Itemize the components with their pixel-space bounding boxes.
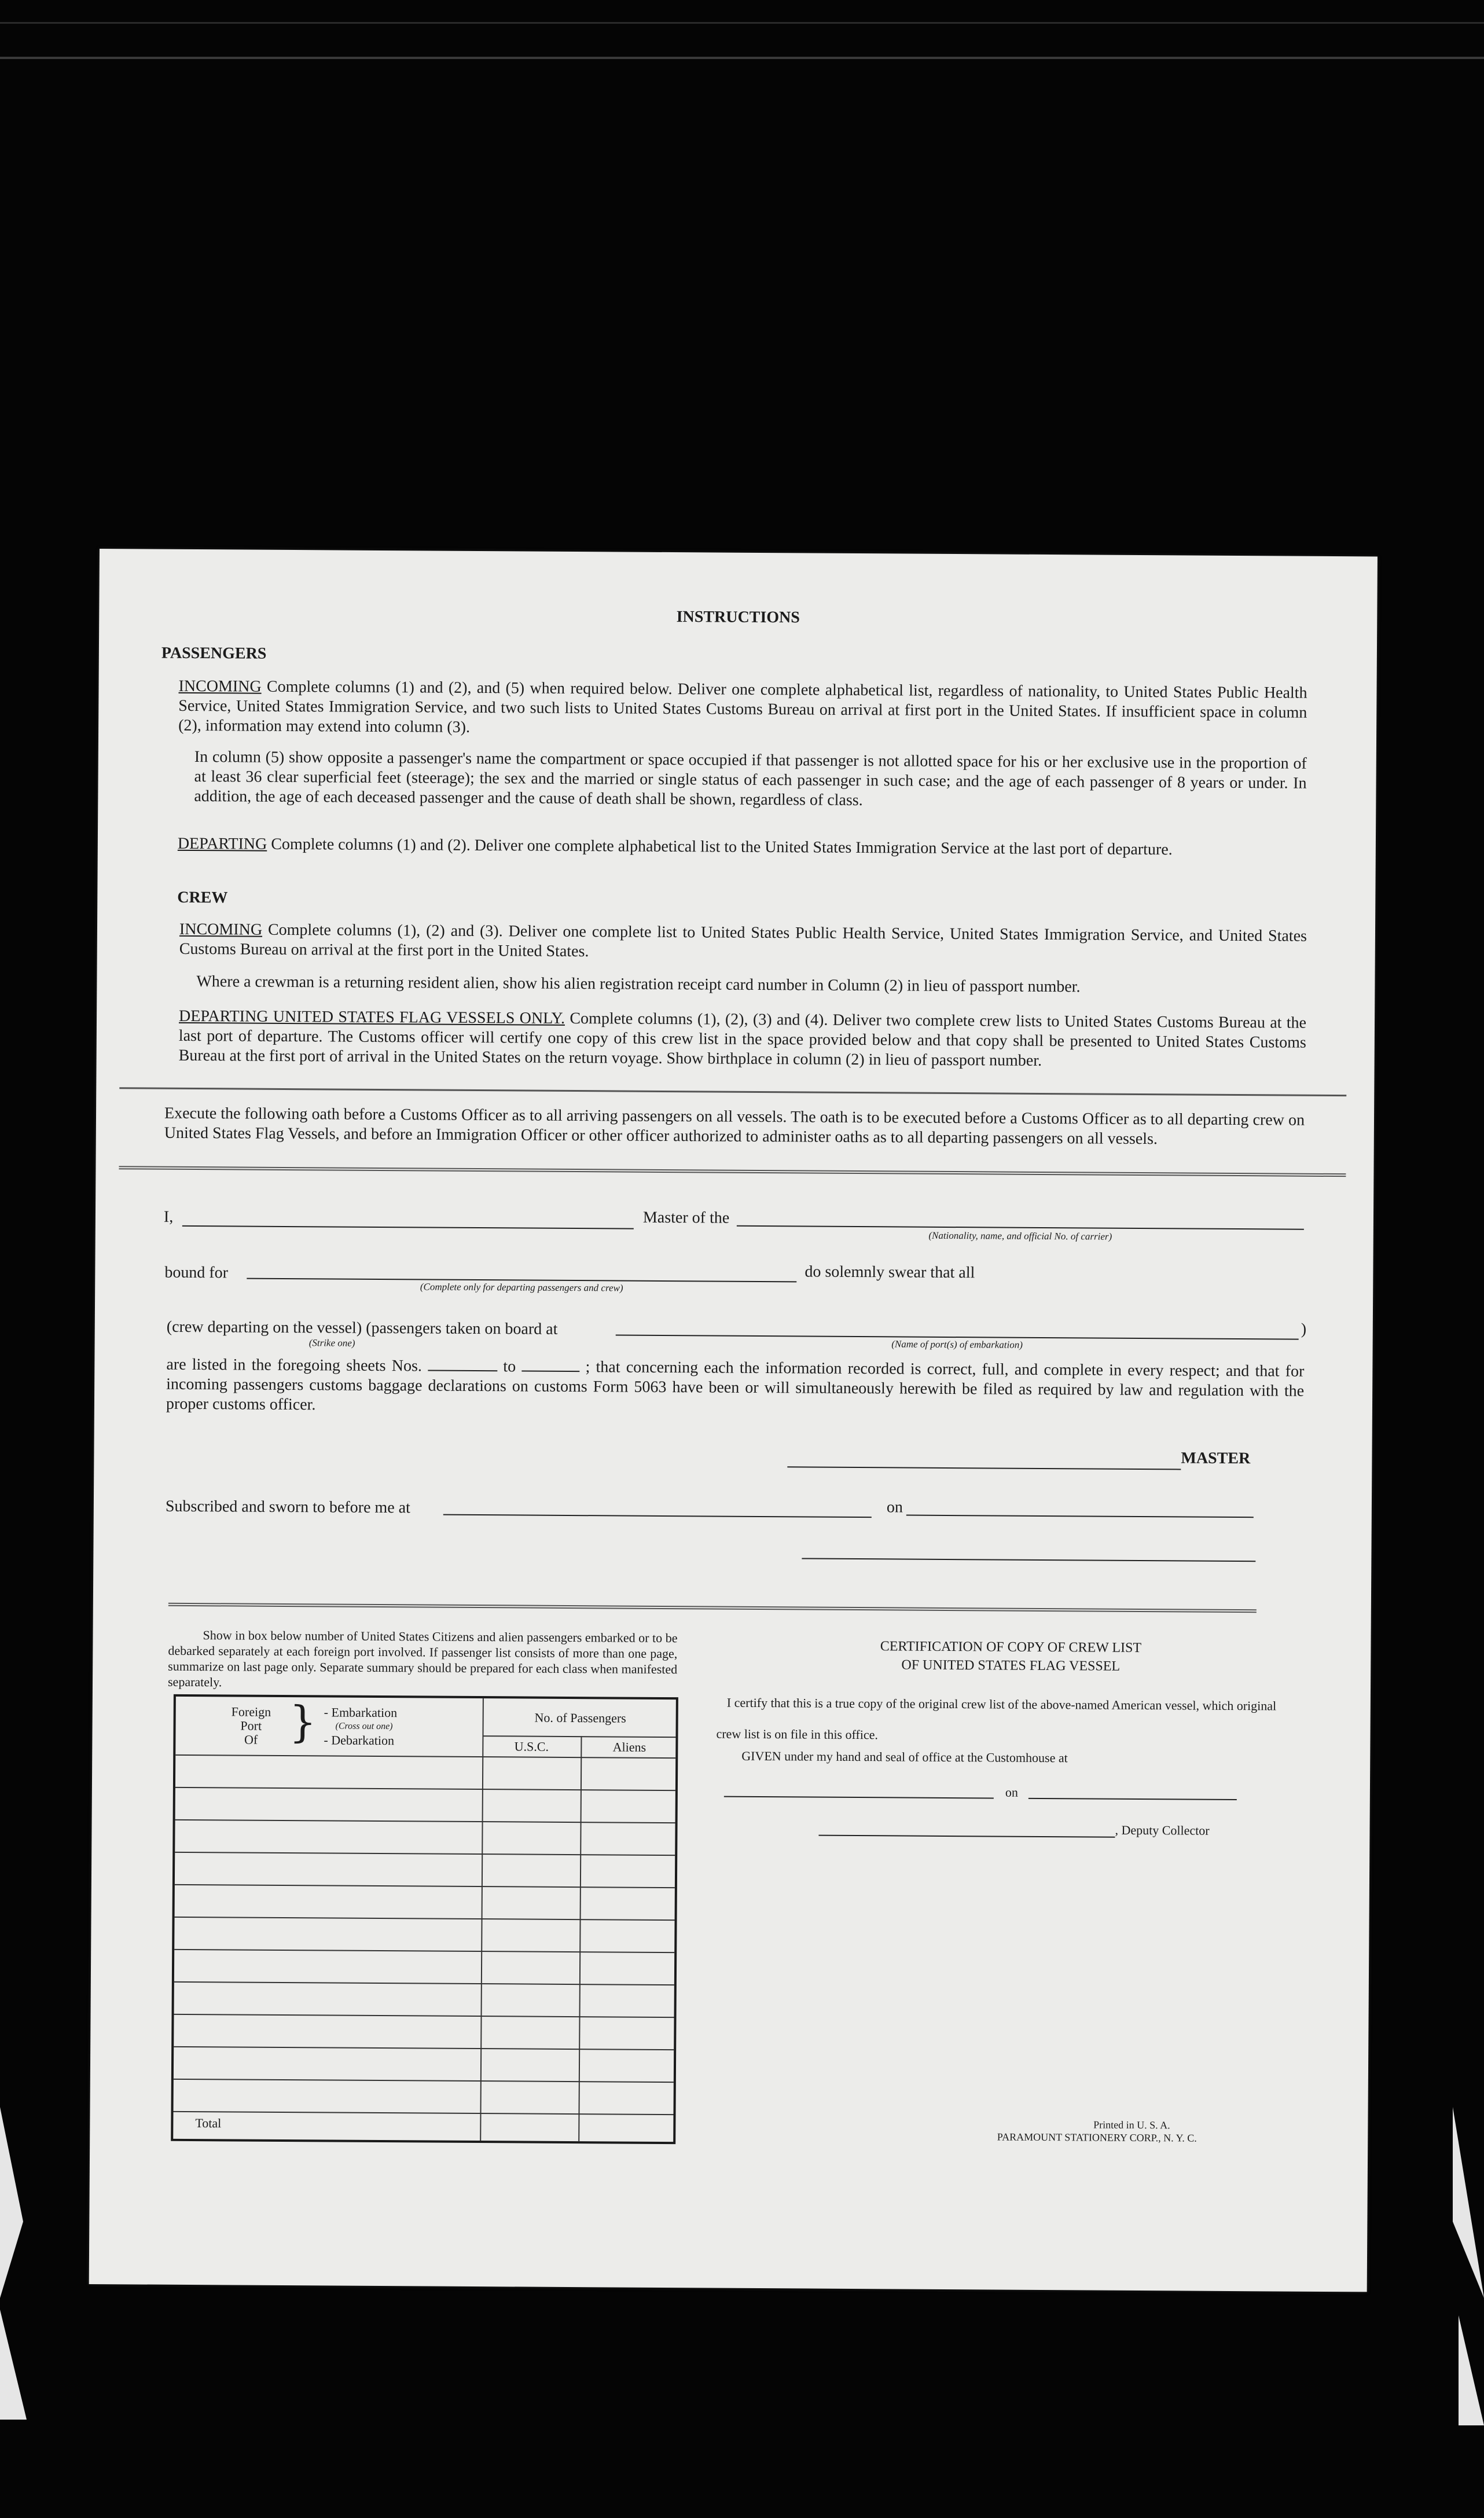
passenger-summary-table <box>171 1694 678 2144</box>
debarkation-label: - Debarkation <box>324 1732 395 1748</box>
listed-start: are listed in the foregoing sheets Nos. <box>166 1355 423 1375</box>
crew-incoming-text: Complete columns (1), (2) and (3). Deliver one complete list to United States Public Health Service, United States Immigration Service, and United States Customs Bureau on arrival at the first port in the United States. <box>179 920 1307 961</box>
form-page <box>89 549 1378 2292</box>
table-row[interactable] <box>174 2079 674 2083</box>
crew-departing-text: Complete columns (1), (2), (3) and (4). Deliver two complete crew lists to United States Customs Bureau at the last port of departure. The Customs officer will certify one copy of this crew list in the space provided below and that copy shall be presented to United States Customs Bureau at the first port of arrival in the United States on the return voyage. Show birthplace in column (2) in lieu of passport number. <box>178 1009 1307 1070</box>
of-label: Of <box>244 1732 258 1747</box>
scanner-top-line <box>0 57 1484 59</box>
cross-out-label: (Cross out one) <box>335 1721 393 1732</box>
foreign-label: Foreign <box>231 1704 271 1719</box>
bound-for-label: bound for <box>164 1263 229 1282</box>
crew-heading: CREW <box>177 888 228 907</box>
passengers-departing-paragraph <box>178 834 1306 861</box>
table-rows <box>176 1697 676 1700</box>
port-label: Port <box>240 1718 262 1733</box>
passengers-column5-paragraph <box>194 747 1307 813</box>
embark-debark-header <box>324 1705 397 1748</box>
crew-departing-paragraph <box>179 1007 1307 1073</box>
passengers-departing-label: DEPARTING <box>177 834 267 853</box>
scanner-top-line <box>0 22 1484 24</box>
section-divider <box>168 1603 1257 1613</box>
crew-incoming-paragraph <box>179 920 1307 966</box>
embarkation-label: - Embarkation <box>324 1705 398 1720</box>
table-row[interactable] <box>175 1884 675 1888</box>
certification-heading <box>802 1636 1219 1676</box>
listed-rest: ; that concerning each the information recorded is correct, full, and complete in every respect; and that for incoming passengers customs baggage declarations on customs Form 5063 have been or will simultaneously herewith be filed as required by law and regulation with the proper customs officer. <box>166 1358 1305 1414</box>
certification-heading-line1: CERTIFICATION OF COPY OF CREW LIST <box>880 1639 1142 1656</box>
nationality-caption: (Nationality, name, and official No. of carrier) <box>928 1229 1112 1242</box>
table-row[interactable] <box>174 2046 674 2050</box>
film-edge-left <box>0 2107 23 2298</box>
section-divider <box>119 1166 1346 1177</box>
sheet-from-field[interactable] <box>428 1370 497 1371</box>
sworn-on-label: on <box>886 1498 903 1517</box>
oath-listed-paragraph <box>166 1355 1305 1421</box>
crew-departing-label: (crew departing on the vessel) (passengers taken on board at <box>166 1317 558 1338</box>
total-label: Total <box>195 2116 222 2131</box>
certification-body: I certify that this is a true copy of the original crew list of the above-named American vessel, which original crew list is on file in this office. <box>716 1695 1277 1742</box>
swear-label: do solemnly swear that all <box>805 1262 975 1282</box>
sworn-place-field[interactable] <box>443 1514 872 1518</box>
film-edge-right <box>1459 2315 1484 2425</box>
oath-instruction-text: Execute the following oath before a Customs Officer as to all arriving passengers on all vessels. The oath is to be executed before a Customs Officer as to all departing crew on United States Flag Vessels, and before an Immigration Officer or other officer authorized to administer oaths as to all departing passengers on all vessels. <box>164 1104 1305 1148</box>
certification-on-label: on <box>1005 1785 1018 1800</box>
table-row[interactable] <box>174 2111 674 2115</box>
page-title: INSTRUCTIONS <box>676 608 800 627</box>
passengers-incoming-label: INCOMING <box>178 677 262 696</box>
customhouse-field[interactable] <box>724 1796 994 1799</box>
crew-resident-text: Where a crewman is a returning resident alien, show his alien registration receipt card number in Column (2) in lieu of passport number. <box>196 972 1081 996</box>
section-divider <box>119 1087 1346 1096</box>
table-row[interactable] <box>175 1787 675 1791</box>
master-name-field[interactable] <box>182 1225 634 1229</box>
close-paren: ) <box>1301 1320 1307 1338</box>
passengers-column5-text: In column (5) show opposite a passenger's name the compartment or space occupied if that passenger is not allotted space for his or her exclusive use in the proportion of at least 36 clear superficial feet (steerage); the sex and the married or single status of each passenger in such case; and the age of each passenger of 8 years or under. In addition, the age of each deceased passenger and the cause of death shall be shown, regardless of class. <box>194 748 1307 810</box>
master-signature-field[interactable] <box>787 1466 1181 1470</box>
subscribed-label: Subscribed and sworn to before me at <box>165 1497 410 1517</box>
header-brace: } <box>289 1697 317 1748</box>
table-row[interactable] <box>175 1852 675 1856</box>
complete-only-caption: (Complete only for departing passengers and crew) <box>420 1281 623 1294</box>
passengers-incoming-text: Complete columns (1) and (2), and (5) when required below. Deliver one complete alphabetical list, regardless of nationality, to United States Public Health Service, United States Immigration Service, and two such lists to United States Customs Bureau on arrival at first port in the United States. If insufficient space in column (2), information may extend into column (3). <box>178 677 1307 736</box>
master-signature-label: MASTER <box>1181 1449 1251 1468</box>
officer-signature-field[interactable] <box>802 1558 1255 1562</box>
table-header-divider <box>175 1754 675 1759</box>
film-edge-right <box>1453 2107 1484 2298</box>
certification-heading-line2: OF UNITED STATES FLAG VESSEL <box>901 1657 1121 1674</box>
aliens-header: Aliens <box>612 1739 647 1754</box>
summary-instruction-text: Show in box below number of United States Citizens and alien passengers embarked or to be debarked separately at each foreign port involved. If passenger list consists of more than one page, summarize on last page only. Separate summary should be prepared for each class when manifested separately. <box>167 1628 678 1690</box>
sheet-to-field[interactable] <box>521 1370 579 1372</box>
printer-line2: PARAMOUNT STATIONERY CORP., N. Y. C. <box>997 2131 1197 2144</box>
usc-header: U.S.C. <box>514 1739 549 1754</box>
table-header-divider <box>482 1735 675 1738</box>
summary-instruction <box>168 1627 678 1693</box>
crew-incoming-label: INCOMING <box>179 920 263 939</box>
certification-date-field[interactable] <box>1028 1798 1237 1800</box>
table-row[interactable] <box>174 2014 674 2018</box>
table-row[interactable] <box>175 1917 675 1921</box>
no-of-passengers-header: No. of Passengers <box>534 1710 626 1726</box>
oath-i-label: I, <box>163 1207 174 1226</box>
printer-line1: Printed in U. S. A. <box>1093 2119 1170 2131</box>
listed-to: to <box>503 1357 516 1376</box>
passengers-departing-text: Complete columns (1) and (2). Deliver one complete alphabetical list to the United States Immigration Service at the last port of departure. <box>271 835 1173 859</box>
sworn-date-field[interactable] <box>906 1515 1254 1518</box>
film-edge-left <box>0 2310 27 2420</box>
table-row[interactable] <box>174 1981 674 1985</box>
passengers-incoming-paragraph <box>178 677 1307 743</box>
certification-given: GIVEN under my hand and seal of office at the Customhouse at <box>741 1748 1068 1765</box>
deputy-collector-field[interactable] <box>818 1835 1115 1838</box>
deputy-collector-label: , Deputy Collector <box>1115 1822 1210 1838</box>
table-row[interactable] <box>174 1949 674 1953</box>
ports-caption: (Name of port(s) of embarkation) <box>891 1338 1023 1350</box>
certification-text <box>716 1687 1295 1753</box>
table-row[interactable] <box>175 1819 675 1823</box>
oath-instruction <box>164 1104 1305 1150</box>
crew-resident-paragraph <box>196 972 1306 999</box>
crew-departing-label: DEPARTING UNITED STATES FLAG VESSELS ONLY. <box>178 1007 565 1027</box>
master-of-the-label: Master of the <box>642 1208 730 1227</box>
passengers-heading: PASSENGERS <box>161 644 267 663</box>
strike-one-caption: (Strike one) <box>308 1337 355 1349</box>
foreign-port-header <box>231 1705 271 1746</box>
